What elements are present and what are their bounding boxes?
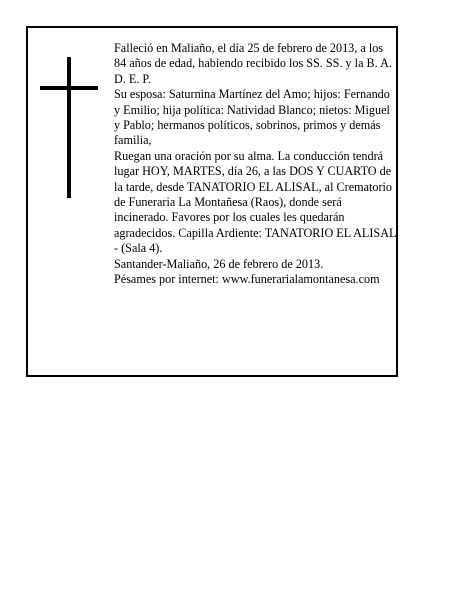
funeral-details: Ruegan una oración por su alma. La conducción tendrá lugar HOY, MARTES, día 26, a las DOS Y CUARTO de la tarde, desde TANATORIO EL ALISAL, al Crematorio de Funeraria La Montañesa (Raos), donde será incinerado. Favores por los cuales les quedarán agradecidos. Capilla Ardiente: TANATORIO EL ALISAL - (Sala 4). (114, 148, 396, 256)
death-announcement: Falleció en Maliaño, el día 25 de febrero de 2013, a los 84 años de edad, habiendo recibido los SS. SS. y la B. A. (114, 41, 392, 71)
condolences-web: Pésames por internet: www.funerarialamontanesa.com (114, 272, 380, 287)
obituary-notice (26, 26, 398, 377)
rest-in-peace: D. E. P. (114, 71, 151, 86)
obituary-text (114, 41, 398, 288)
cross-icon (40, 57, 98, 198)
family-list: Su esposa: Saturnina Martínez del Amo; hijos: Fernando y Emilio; hija política: Natividad Blanco; nietos: Miguel y Pablo; hermanos políticos, sobrinos, primos y demás familia, (114, 87, 390, 148)
cross-vertical-bar (67, 57, 71, 198)
cross-horizontal-bar (40, 86, 98, 90)
place-date: Santander-Maliaño, 26 de febrero de 2013. (114, 256, 324, 271)
